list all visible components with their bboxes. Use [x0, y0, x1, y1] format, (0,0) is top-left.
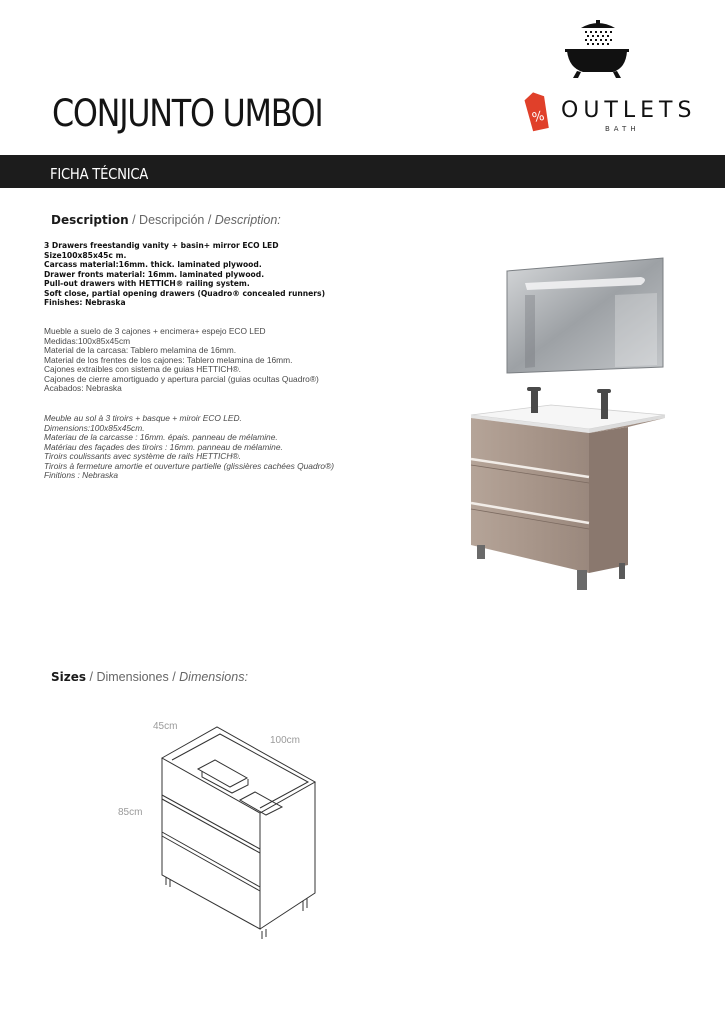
text-line: Soft close, partial opening drawers (Quadro® concealed runners): [44, 288, 326, 298]
description-es-block: [44, 327, 319, 394]
text-line: Cajones extraibles con sistema de guias HETTICH®.: [44, 364, 242, 374]
description-heading-en: Description: [51, 213, 129, 227]
description-en-block: [44, 241, 325, 308]
text-line: Tiroirs à fermeture amortie et ouverture partielle (glissières cachées Quadro®): [44, 460, 335, 471]
outlets-bath-logo: [505, 18, 697, 143]
description-heading-es: Descripción: [139, 213, 205, 227]
dimension-drawing: [110, 715, 330, 940]
text-line: Mueble a suelo de 3 cajones + encimera+ espejo ECO LED: [44, 326, 266, 336]
description-heading: Description / Descripción / Description:: [51, 213, 281, 227]
page-title: CONJUNTO UMBOI: [52, 92, 323, 135]
description-heading-fr: Description:: [214, 213, 281, 227]
text-line: Size100x85x45c m.: [44, 250, 127, 260]
text-line: Pull-out drawers with HETTICH® railing system.: [44, 279, 250, 288]
percent-badge-icon: [523, 90, 550, 131]
logo-sub: BATH: [605, 125, 640, 133]
text-line: Acabados: Nebraska: [44, 383, 122, 393]
logo-brand: OUTLETS: [561, 98, 697, 123]
section-band: [0, 155, 725, 188]
text-line: Material de la carcasa: Tablero melamina de 16mm.: [44, 345, 237, 355]
vanity-cabinet: [471, 418, 665, 590]
mirror: [507, 258, 663, 373]
text-line: Matériau des façades des tiroirs : 16mm. panneau de mélamine.: [44, 441, 283, 452]
height-label: 85cm: [118, 807, 143, 818]
sizes-heading-en: Sizes: [51, 670, 87, 684]
product-photo: [465, 255, 670, 595]
text-line: Material de los frentes de los cajones: Tablero melamina de 16mm.: [44, 354, 293, 365]
text-line: Dimensions:100x85x45cm.: [44, 422, 145, 433]
text-line: Finitions : Nebraska: [44, 470, 119, 480]
text-line: Medidas:100x85x45cm: [44, 335, 131, 346]
text-line: Tiroirs coulissants avec système de rails HETTICH®.: [44, 451, 241, 461]
text-line: Cajones de cierre amortiguado y apertura parcial (guias ocultas Quadro®): [44, 373, 319, 384]
text-line: Drawer fronts material: 16mm. laminated plywood.: [44, 269, 265, 279]
bathtub-shower-icon: [565, 20, 629, 78]
text-line: Meuble au sol à 3 tiroirs + basque + miroir ECO LED.: [44, 413, 242, 423]
text-line: Finishes: Nebraska: [44, 298, 126, 307]
sizes-heading-fr: Dimensions:: [179, 670, 248, 684]
depth-label: 45cm: [153, 721, 178, 732]
text-line: 3 Drawers freestandig vanity + basin+ mirror ECO LED: [44, 241, 279, 250]
sizes-heading: Sizes / Dimensiones / Dimensions:: [51, 670, 248, 684]
description-fr-block: [44, 414, 334, 481]
sizes-heading-es: Dimensiones: [96, 670, 169, 684]
width-label: 100cm: [270, 735, 301, 746]
text-line: Materiau de la carcasse : 16mm. épais. panneau de mélamine.: [44, 432, 278, 442]
band-label: FICHA TÉCNICA: [50, 165, 149, 183]
text-line: Carcass material:16mm. thick. laminated plywood.: [44, 260, 262, 269]
svg-text:%: %: [530, 108, 546, 126]
